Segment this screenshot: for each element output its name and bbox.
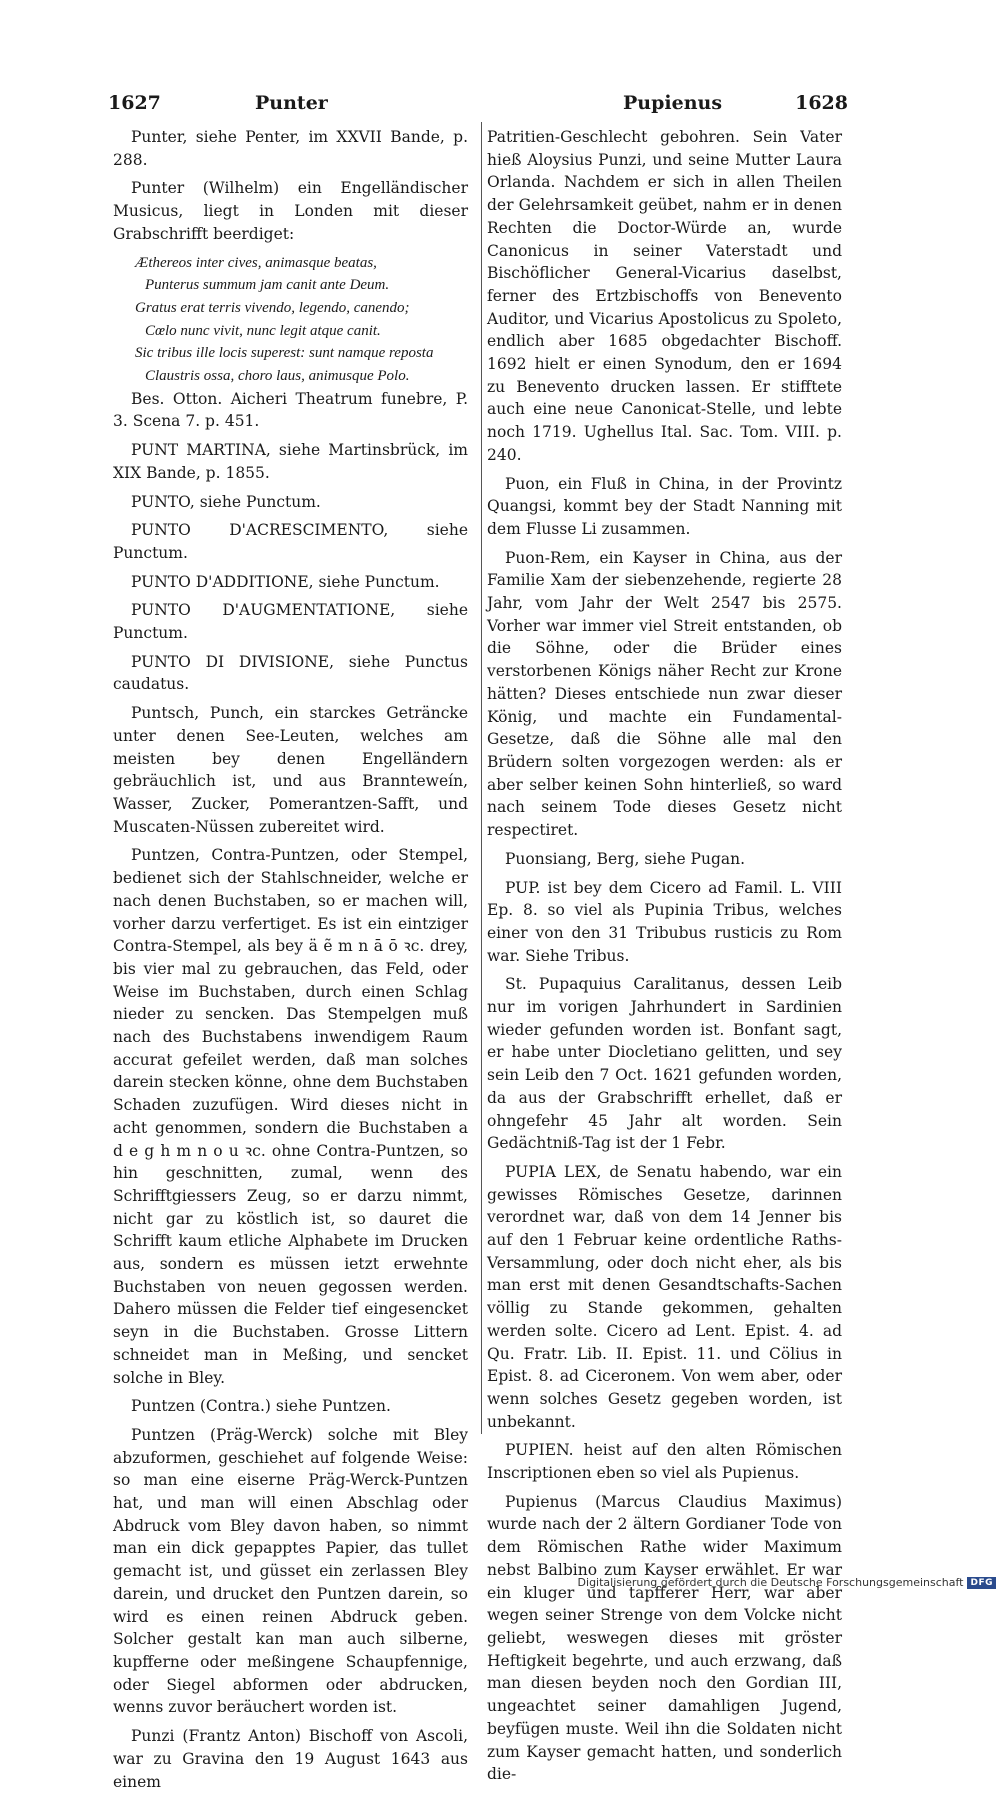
entry-punto-divisione: PUNTO DI DIVISIONE, siehe Punctus caudatus. <box>113 652 468 694</box>
entry-punto-additione: PUNTO D'ADDITIONE, siehe Punctum. <box>131 572 440 591</box>
column-divider <box>481 122 482 1434</box>
page-header <box>108 88 848 122</box>
page-number-right: 1628 <box>795 92 848 114</box>
entry-pupienus: Pupienus (Marcus Claudius Maximus) wurde nach der 2 ältern Gordianer Tode von dem Römischen Rathe wider Maximum nebst Balbino zum Kayser erwählet. Er war ein kluger und tapfferer Herr, war aber wegen seiner Strenge von dem Volcke nicht geliebt, weswegen dieses mit gröster Heftigkeit begehrte, und auch erzwang, daß man diesen beyden noch den Gordian III, ungeachtet seiner damahligen Jugend, beyfügen muste. Weil ihn die Soldaten nicht zum Kayser gemacht hatten, und sonderlich die- <box>487 1492 842 1784</box>
digitization-footer <box>578 1576 996 1589</box>
citation: Bes. Otton. Aicheri Theatrum funebre, P. 3. Scena 7. p. 451. <box>113 389 468 431</box>
entry-puon: Puon, ein Fluß in China, in der Provintz Quangsi, kommt bey der Stadt Nanning mit dem Flusse Li zusammen. <box>487 474 842 538</box>
entry-punto-augmentatione: PUNTO D'AUGMENTATIONE, siehe Punctum. <box>113 601 468 643</box>
running-head-left: Punter <box>255 92 328 114</box>
footer-text: Digitalisierung gefördert durch die Deutsche Forschungsgemeinschaft <box>577 1576 964 1589</box>
verse-line: Claustris ossa, choro laus, animusque Polo. <box>145 368 410 385</box>
entry-puonsiang: Puonsiang, Berg, siehe Pugan. <box>505 849 746 868</box>
entry-punzi-continued: Patritien-Geschlecht gebohren. Sein Vater hieß Aloysius Punzi, und seine Mutter Laura Orlanda. Nachdem er sich in allen Theilen der Gelehrsamkeit geübet, nahm er in denen Rechten die Doctor-Würde an, wurde Canonicus in seiner Vaterstadt und Bischöflicher General-Vicarius daselbst, ferner des Ertzbischoffs von Benevento Auditor, und Vicarius Apostolicus zu Spoleto, endlich aber 1685 obgedachter Bischoff. 1692 hielt er einen Synodum, den er 1694 zu Benevento drucken lassen. Er stifftete auch eine neue Canonicat-Stelle, und lebte noch 1719. Ughellus Ital. Sac. Tom. VIII. p. 240. <box>487 128 842 464</box>
verse-line: Cœlo nunc vivit, nunc legit atque canit. <box>145 322 381 339</box>
verse-line: Punterus summum jam canit ante Deum. <box>145 277 390 294</box>
entry-puntzen: Puntzen, Contra-Puntzen, oder Stempel, bedienet sich der Stahlschneider, welche er nach denen Buchstaben, so er machen will, vorher darzu verfertiget. Es ist ein eintziger Contra-Stempel, als bey ä ẽ m n ā ō ꝛc. drey, bis vier mal zu gebrauchen, das Feld, oder Weise im Buchstaben, durch einen Schlag nieder zu sencken. Das Stempelgen muß nach des Buchstabens inwendigem Raum accurat gefeilet werden, daß man solches darein stecken könne, ohne dem Buchstaben Schaden zuzufügen. Wird dieses nicht in acht genommen, sondern die Buchstaben a d e g h m n o u ꝛc. ohne Contra-Puntzen, so hin geschnitten, zumal, wenn des Schrifftgiessers Zeug, so er darzu nimmt, nicht gar zu köstlich ist, so dauret die Schrifft kaum etliche Alphabete im Drucken aus, sondern es müssen ietzt erwehnte Buchstaben von neuen gegossen werden. Dahero müssen die Felder tief eingesencket seyn in die Buchstaben. Grosse Littern schneidet man in Meßing, und sencket solche in Bley. <box>113 846 468 1387</box>
running-head-right: Pupienus <box>623 92 723 114</box>
entry-punto: PUNTO, siehe Punctum. <box>131 492 321 511</box>
entry-puntzen-contra: Puntzen (Contra.) siehe Puntzen. <box>131 1397 391 1416</box>
entry-pup: PUP. ist bey dem Cicero ad Famil. L. VIII Ep. 8. so viel als Pupinia Tribus, welches einer von den 31 Tribubus rusticis zu Rom war. Siehe Tribus. <box>487 878 842 965</box>
epitaph-verse <box>135 252 468 388</box>
entry-puntzen-praeg-werck: Puntzen (Präg-Werck) solche mit Bley abzuformen, geschiehet auf folgende Weise: so man eine eiserne Präg-Werck-Puntzen hat, und man will einen Abschlag oder Abdruck vom Bley davon haben, so nimmt man ein dick gepapptes Papier, das tullet gemacht ist, und güsset ein zerlassen Bley darein, und drucket den Puntzen darein, so wird es einen reinen Abdruck geben. Solcher gestalt kan man auch silberne, kupfferne oder meßingene Schaupfennige, oder Siegel abformen oder abdrucken, wenns zuvor beräuchert worden ist. <box>113 1425 468 1717</box>
page-number-left: 1627 <box>108 92 161 114</box>
entry-puntsch: Puntsch, Punch, ein starckes Geträncke unter denen See-Leuten, welches am meisten bey denen Engelländern gebräuchlich ist, und aus Brannteweín, Wasser, Zucker, Pomerantzen-Safft, und Muscaten-Nüssen zubereitet wird. <box>113 704 468 836</box>
entry-pupien: PUPIEN. heist auf den alten Römischen Inscriptionen eben so viel als Pupienus. <box>487 1441 842 1483</box>
entry-punzi: Punzi (Frantz Anton) Bischoff von Ascoli, war zu Gravina den 19 August 1643 aus einem <box>113 1727 468 1791</box>
dfg-logo: DFG <box>967 1577 996 1589</box>
verse-line: Gratus erat terris vivendo, legendo, canendo; <box>135 299 410 316</box>
right-column <box>487 126 842 1792</box>
entry-puon-rem: Puon-Rem, ein Kayser in China, aus der Familie Xam der siebenzehende, regierte 28 Jahr, vom Jahr der Welt 2547 bis 2575. Vorher war immer viel Streit entstanden, ob die Söhne, oder die Brüder eines verstorbenen Königs näher Recht zur Krone hätten? Dieses entschiede nun zwar dieser König, und machte ein Fundamental-Gesetze, daß die Söhne alle mal den Brüdern solten vorgezogen werden: als er aber selber keinen Sohn hinterließ, so ward nach seinem Tode dieses Gesetz nicht respectiret. <box>487 548 842 840</box>
entry-pupaquius: St. Pupaquius Caralitanus, dessen Leib nur im vorigen Jahrhundert in Sardinien wieder gefunden worden ist. Bonfant sagt, er habe unter Diocletiano gelitten, und sey sein Leib den 7 Oct. 1621 gefunden worden, da aus der Grabschrifft erhellet, daß er ohngefehr 45 Jahr alt worden. Sein Gedächtniß-Tag ist der 1 Febr. <box>487 975 842 1153</box>
verse-line: Æthereos inter cives, animasque beatas, <box>135 254 377 271</box>
entry-punto-acrescimento: PUNTO D'ACRESCIMENTO, siehe Punctum. <box>113 521 468 562</box>
entry-punter-ref: Punter, siehe Penter, im XXVII Bande, p. 288. <box>113 128 468 169</box>
entry-pupia-lex: PUPIA LEX, de Senatu habendo, war ein gewisses Römisches Gesetze, darinnen verordnet war, daß von dem 14 Jenner bis auf den 1 Februar keine ordentliche Raths-Versammlung, oder doch nicht eher, als bis man erst mit denen Gesandtschafts-Sachen völlig zu Stande gekommen, gehalten werden solte. Cicero ad Lent. Epist. 4. ad Qu. Fratr. Lib. II. Epist. 11. und Cölius in Epist. 8. ad Ciceronem. Von wem aber, oder wenn solches Gesetz gegeben worden, ist unbekannt. <box>487 1162 842 1431</box>
entry-punter-wilhelm: Punter (Wilhelm) ein Engelländischer Musicus, liegt in Londen mit dieser Grabschrifft beerdiget: <box>113 179 468 243</box>
entry-punt-martina: PUNT MARTINA, siehe Martinsbrück, im XIX Bande, p. 1855. <box>113 441 468 482</box>
verse-line: Sic tribus ille locis superest: sunt namque reposta <box>135 345 434 362</box>
left-column <box>113 126 468 1799</box>
